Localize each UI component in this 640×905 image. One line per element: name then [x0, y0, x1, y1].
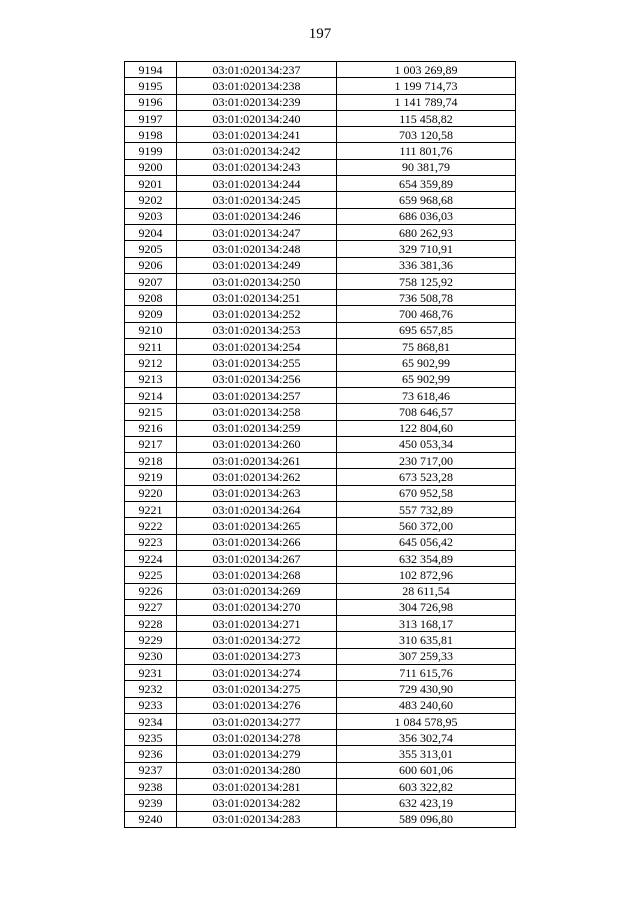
row-number-cell: 9229 [125, 632, 177, 648]
table-row [125, 78, 516, 94]
table-row [125, 192, 516, 208]
table-row [125, 257, 516, 273]
cadastral-number-cell: 03:01:020134:247 [177, 224, 337, 240]
row-number-cell: 9236 [125, 746, 177, 762]
page-number: 197 [308, 26, 332, 42]
table-row [125, 713, 516, 729]
cadastral-number-cell: 03:01:020134:280 [177, 762, 337, 778]
table-row [125, 746, 516, 762]
row-number-cell: 9198 [125, 127, 177, 143]
cadastral-number-cell: 03:01:020134:266 [177, 534, 337, 550]
table-row [125, 453, 516, 469]
row-number-cell: 9201 [125, 176, 177, 192]
row-number-cell: 9194 [125, 62, 177, 78]
table-row [125, 681, 516, 697]
row-number-cell: 9195 [125, 78, 177, 94]
cadastral-value-cell: 65 902,99 [337, 371, 516, 387]
row-number-cell: 9206 [125, 257, 177, 273]
table-row [125, 534, 516, 550]
cadastral-value-cell: 310 635,81 [337, 632, 516, 648]
table-row [125, 583, 516, 599]
table-row [125, 94, 516, 110]
row-number-cell: 9197 [125, 110, 177, 126]
cadastral-number-cell: 03:01:020134:261 [177, 453, 337, 469]
cadastral-value-cell: 659 968,68 [337, 192, 516, 208]
table-row [125, 697, 516, 713]
row-number-cell: 9207 [125, 273, 177, 289]
cadastral-number-cell: 03:01:020134:270 [177, 599, 337, 615]
cadastral-value-cell: 1 003 269,89 [337, 62, 516, 78]
row-number-cell: 9196 [125, 94, 177, 110]
row-number-cell: 9213 [125, 371, 177, 387]
cadastral-number-cell: 03:01:020134:272 [177, 632, 337, 648]
cadastral-number-cell: 03:01:020134:239 [177, 94, 337, 110]
cadastral-number-cell: 03:01:020134:240 [177, 110, 337, 126]
cadastral-value-cell: 603 322,82 [337, 779, 516, 795]
row-number-cell: 9200 [125, 159, 177, 175]
table-row [125, 371, 516, 387]
row-number-cell: 9215 [125, 404, 177, 420]
cadastral-number-cell: 03:01:020134:279 [177, 746, 337, 762]
row-number-cell: 9225 [125, 567, 177, 583]
cadastral-number-cell: 03:01:020134:265 [177, 518, 337, 534]
cadastral-value-cell: 632 423,19 [337, 795, 516, 811]
row-number-cell: 9218 [125, 453, 177, 469]
table-row [125, 404, 516, 420]
cadastral-number-cell: 03:01:020134:238 [177, 78, 337, 94]
cadastral-number-cell: 03:01:020134:269 [177, 583, 337, 599]
row-number-cell: 9222 [125, 518, 177, 534]
cadastral-value-cell: 307 259,33 [337, 648, 516, 664]
cadastral-value-cell: 560 372,00 [337, 518, 516, 534]
row-number-cell: 9227 [125, 599, 177, 615]
cadastral-value-cell: 115 458,82 [337, 110, 516, 126]
row-number-cell: 9233 [125, 697, 177, 713]
table-row [125, 795, 516, 811]
cadastral-number-cell: 03:01:020134:251 [177, 290, 337, 306]
table-row [125, 616, 516, 632]
cadastral-value-cell: 736 508,78 [337, 290, 516, 306]
cadastral-value-cell: 304 726,98 [337, 599, 516, 615]
cadastral-number-cell: 03:01:020134:258 [177, 404, 337, 420]
table-row [125, 176, 516, 192]
cadastral-value-cell: 557 732,89 [337, 502, 516, 518]
cadastral-value-cell: 600 601,06 [337, 762, 516, 778]
row-number-cell: 9224 [125, 550, 177, 566]
cadastral-number-cell: 03:01:020134:249 [177, 257, 337, 273]
table-row [125, 273, 516, 289]
row-number-cell: 9209 [125, 306, 177, 322]
row-number-cell: 9216 [125, 420, 177, 436]
cadastral-number-cell: 03:01:020134:283 [177, 811, 337, 827]
cadastral-number-cell: 03:01:020134:263 [177, 485, 337, 501]
row-number-cell: 9208 [125, 290, 177, 306]
cadastral-value-cell: 632 354,89 [337, 550, 516, 566]
row-number-cell: 9220 [125, 485, 177, 501]
row-number-cell: 9211 [125, 339, 177, 355]
row-number-cell: 9234 [125, 713, 177, 729]
cadastral-number-cell: 03:01:020134:277 [177, 713, 337, 729]
cadastral-value-cell: 670 952,58 [337, 485, 516, 501]
table-row [125, 599, 516, 615]
table-row [125, 436, 516, 452]
cadastral-number-cell: 03:01:020134:267 [177, 550, 337, 566]
cadastral-number-cell: 03:01:020134:273 [177, 648, 337, 664]
cadastral-number-cell: 03:01:020134:271 [177, 616, 337, 632]
row-number-cell: 9226 [125, 583, 177, 599]
cadastral-value-cell: 711 615,76 [337, 664, 516, 680]
cadastral-number-cell: 03:01:020134:268 [177, 567, 337, 583]
row-number-cell: 9217 [125, 436, 177, 452]
table-row [125, 241, 516, 257]
table-row [125, 208, 516, 224]
table-row [125, 632, 516, 648]
cadastral-number-cell: 03:01:020134:260 [177, 436, 337, 452]
cadastral-number-cell: 03:01:020134:242 [177, 143, 337, 159]
row-number-cell: 9235 [125, 730, 177, 746]
cadastral-value-cell: 695 657,85 [337, 322, 516, 338]
cadastral-value-cell: 680 262,93 [337, 224, 516, 240]
cadastral-value-cell: 450 053,34 [337, 436, 516, 452]
cadastral-value-cell: 673 523,28 [337, 469, 516, 485]
cadastral-value-cell: 73 618,46 [337, 387, 516, 403]
cadastral-value-cell: 75 868,81 [337, 339, 516, 355]
row-number-cell: 9202 [125, 192, 177, 208]
cadastral-number-cell: 03:01:020134:262 [177, 469, 337, 485]
cadastral-number-cell: 03:01:020134:254 [177, 339, 337, 355]
table-row [125, 567, 516, 583]
cadastral-value-cell: 65 902,99 [337, 355, 516, 371]
cadastral-value-cell: 313 168,17 [337, 616, 516, 632]
table-row [125, 779, 516, 795]
row-number-cell: 9238 [125, 779, 177, 795]
table-row [125, 159, 516, 175]
cadastral-number-cell: 03:01:020134:259 [177, 420, 337, 436]
cadastral-value-cell: 356 302,74 [337, 730, 516, 746]
cadastral-value-cell: 483 240,60 [337, 697, 516, 713]
table-row [125, 469, 516, 485]
table-row [125, 355, 516, 371]
cadastral-value-cell: 589 096,80 [337, 811, 516, 827]
cadastral-number-cell: 03:01:020134:246 [177, 208, 337, 224]
row-number-cell: 9232 [125, 681, 177, 697]
row-number-cell: 9237 [125, 762, 177, 778]
row-number-cell: 9219 [125, 469, 177, 485]
cadastral-value-cell: 122 804,60 [337, 420, 516, 436]
table-row [125, 420, 516, 436]
table-row [125, 664, 516, 680]
table-row [125, 502, 516, 518]
table-row [125, 322, 516, 338]
row-number-cell: 9199 [125, 143, 177, 159]
cadastral-number-cell: 03:01:020134:275 [177, 681, 337, 697]
cadastral-value-table [124, 61, 516, 828]
table-row [125, 62, 516, 78]
cadastral-value-cell: 355 313,01 [337, 746, 516, 762]
cadastral-number-cell: 03:01:020134:264 [177, 502, 337, 518]
cadastral-number-cell: 03:01:020134:252 [177, 306, 337, 322]
table-row [125, 290, 516, 306]
cadastral-value-cell: 1 141 789,74 [337, 94, 516, 110]
cadastral-number-cell: 03:01:020134:243 [177, 159, 337, 175]
cadastral-number-cell: 03:01:020134:276 [177, 697, 337, 713]
table-row [125, 224, 516, 240]
cadastral-number-cell: 03:01:020134:255 [177, 355, 337, 371]
cadastral-value-cell: 336 381,36 [337, 257, 516, 273]
table-row [125, 518, 516, 534]
cadastral-number-cell: 03:01:020134:257 [177, 387, 337, 403]
cadastral-number-cell: 03:01:020134:274 [177, 664, 337, 680]
table-row [125, 143, 516, 159]
table-row [125, 110, 516, 126]
cadastral-number-cell: 03:01:020134:253 [177, 322, 337, 338]
cadastral-value-cell: 329 710,91 [337, 241, 516, 257]
table-row [125, 339, 516, 355]
cadastral-number-cell: 03:01:020134:250 [177, 273, 337, 289]
row-number-cell: 9239 [125, 795, 177, 811]
table-row [125, 811, 516, 827]
table-row [125, 485, 516, 501]
cadastral-number-cell: 03:01:020134:245 [177, 192, 337, 208]
cadastral-number-cell: 03:01:020134:237 [177, 62, 337, 78]
cadastral-value-cell: 111 801,76 [337, 143, 516, 159]
cadastral-value-cell: 700 468,76 [337, 306, 516, 322]
cadastral-value-cell: 28 611,54 [337, 583, 516, 599]
cadastral-value-cell: 708 646,57 [337, 404, 516, 420]
cadastral-number-cell: 03:01:020134:244 [177, 176, 337, 192]
cadastral-value-cell: 729 430,90 [337, 681, 516, 697]
table-row [125, 648, 516, 664]
cadastral-number-cell: 03:01:020134:282 [177, 795, 337, 811]
cadastral-number-cell: 03:01:020134:241 [177, 127, 337, 143]
table-row [125, 550, 516, 566]
row-number-cell: 9204 [125, 224, 177, 240]
cadastral-value-cell: 703 120,58 [337, 127, 516, 143]
table-row [125, 762, 516, 778]
row-number-cell: 9223 [125, 534, 177, 550]
table-row [125, 730, 516, 746]
row-number-cell: 9221 [125, 502, 177, 518]
table-row [125, 127, 516, 143]
cadastral-value-cell: 1 084 578,95 [337, 713, 516, 729]
row-number-cell: 9210 [125, 322, 177, 338]
cadastral-value-cell: 1 199 714,73 [337, 78, 516, 94]
row-number-cell: 9203 [125, 208, 177, 224]
row-number-cell: 9240 [125, 811, 177, 827]
table-body [125, 62, 516, 828]
table-row [125, 387, 516, 403]
row-number-cell: 9212 [125, 355, 177, 371]
row-number-cell: 9230 [125, 648, 177, 664]
row-number-cell: 9205 [125, 241, 177, 257]
cadastral-value-cell: 758 125,92 [337, 273, 516, 289]
cadastral-number-cell: 03:01:020134:281 [177, 779, 337, 795]
cadastral-value-cell: 102 872,96 [337, 567, 516, 583]
cadastral-value-cell: 90 381,79 [337, 159, 516, 175]
table-row [125, 306, 516, 322]
row-number-cell: 9228 [125, 616, 177, 632]
cadastral-number-cell: 03:01:020134:248 [177, 241, 337, 257]
cadastral-number-cell: 03:01:020134:278 [177, 730, 337, 746]
row-number-cell: 9214 [125, 387, 177, 403]
cadastral-value-cell: 654 359,89 [337, 176, 516, 192]
cadastral-value-cell: 230 717,00 [337, 453, 516, 469]
cadastral-value-cell: 686 036,03 [337, 208, 516, 224]
row-number-cell: 9231 [125, 664, 177, 680]
cadastral-value-cell: 645 056,42 [337, 534, 516, 550]
cadastral-number-cell: 03:01:020134:256 [177, 371, 337, 387]
